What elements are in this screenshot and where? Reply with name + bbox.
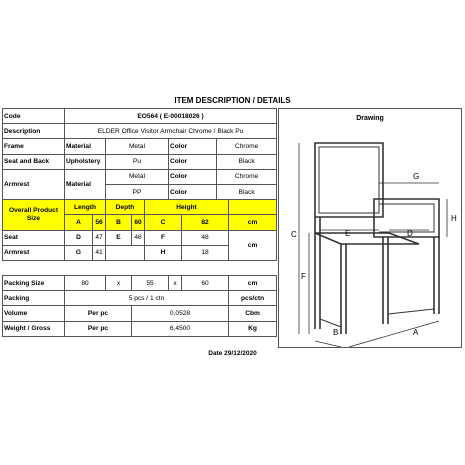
seat-upholstery-label: Upholstery [65, 154, 106, 169]
seat-dims-row [3, 230, 277, 245]
length-header: Length [65, 200, 106, 215]
blank-row [3, 260, 277, 275]
packing-x-1: x [106, 276, 132, 291]
frame-material-label: Material [65, 139, 106, 154]
sheet-title: ITEM DESCRIPTION / DETAILS [174, 96, 291, 105]
label-g: G [413, 172, 420, 181]
dim-a-value: 56 [93, 215, 106, 230]
overall-unit: cm [229, 215, 277, 230]
armrest-material-2: PP [106, 184, 169, 199]
dim-e-letter: E [106, 230, 132, 245]
seat-label: Seat and Back [3, 154, 65, 169]
weight-label: Weight / Gross [3, 321, 65, 336]
dim-b-letter: B [106, 215, 132, 230]
dim-a-letter: A [65, 215, 93, 230]
item-details-sheet [2, 94, 463, 362]
armrest-color-1: Chrome [217, 169, 277, 184]
label-h: H [451, 214, 457, 223]
weight-unit: Kg [229, 321, 277, 336]
packing-x-2: x [169, 276, 182, 291]
dim-g-letter: G [65, 245, 93, 260]
dim-f-letter: F [145, 230, 182, 245]
description-value: ELDER Office Visitor Armchair Chrome / Black Pu [65, 124, 277, 139]
dim-f-value: 48 [182, 230, 229, 245]
description-row [3, 124, 277, 139]
packing-depth: 55 [132, 276, 169, 291]
volume-row [3, 306, 277, 321]
overall-header-row [3, 200, 277, 215]
volume-per: Per pc [65, 306, 132, 321]
weight-value: 6,4500 [132, 321, 229, 336]
dim-c-letter: C [145, 215, 182, 230]
frame-color-label: Color [169, 139, 217, 154]
armrest-color-label-1: Color [169, 169, 217, 184]
weight-row [3, 321, 277, 336]
overall-size-label: Overall Product Size [3, 200, 65, 230]
depth-header: Depth [106, 200, 145, 215]
label-a: A [413, 328, 419, 337]
armrest-material-1: Metal [106, 169, 169, 184]
armrest-label: Armrest [3, 169, 65, 199]
weight-per: Per pc [65, 321, 132, 336]
seat-dims-label: Seat [3, 230, 65, 245]
frame-color: Chrome [217, 139, 277, 154]
seat-upholstery: Pu [106, 154, 169, 169]
packing-value: 5 pcs / 1 ctn [65, 291, 229, 306]
dim-h-letter: H [145, 245, 182, 260]
packing-row [3, 291, 277, 306]
dim-h-value: 18 [182, 245, 229, 260]
dim-e-value: 46 [132, 230, 145, 245]
volume-unit: Cbm [229, 306, 277, 321]
drawing-panel [278, 108, 462, 348]
height-header: Height [145, 200, 229, 215]
frame-label: Frame [3, 139, 65, 154]
code-label: Code [3, 109, 65, 124]
volume-value: 0,0528 [132, 306, 229, 321]
label-d: D [407, 229, 413, 238]
description-label: Description [3, 124, 65, 139]
packing-length: 80 [65, 276, 106, 291]
label-f: F [301, 272, 306, 281]
label-e: E [345, 229, 351, 238]
packing-height: 60 [182, 276, 229, 291]
dim-b-value: 60 [132, 215, 145, 230]
packing-size-label: Packing Size [3, 276, 65, 291]
frame-row [3, 139, 277, 154]
details-table [2, 108, 277, 337]
dim-c-value: 82 [182, 215, 229, 230]
packing-label: Packing [3, 291, 65, 306]
packing-size-unit: cm [229, 276, 277, 291]
seat-dims-unit: cm [229, 230, 277, 260]
drawing-title: Drawing [356, 115, 384, 122]
dim-d-value: 47 [93, 230, 106, 245]
dim-g-value: 41 [93, 245, 106, 260]
armrest-dims-label: Armrest [3, 245, 65, 260]
seat-color: Black [217, 154, 277, 169]
seat-color-label: Color [169, 154, 217, 169]
armrest-color-2: Black [217, 184, 277, 199]
volume-label: Volume [3, 306, 65, 321]
document-date: Date 29/12/2020 [208, 350, 257, 357]
frame-material: Metal [106, 139, 169, 154]
armrest-row-1 [3, 169, 277, 184]
armchair-drawing [279, 109, 461, 347]
seat-row [3, 154, 277, 169]
label-b: B [333, 328, 339, 337]
code-row [3, 109, 277, 124]
armrest-material-label: Material [65, 169, 106, 199]
packing-unit: pcs/ctn [229, 291, 277, 306]
label-c: C [291, 230, 297, 239]
packing-size-row [3, 276, 277, 291]
code-value: EO564 ( E-00018026 ) [65, 109, 277, 124]
armrest-color-label-2: Color [169, 184, 217, 199]
dim-d-letter: D [65, 230, 93, 245]
